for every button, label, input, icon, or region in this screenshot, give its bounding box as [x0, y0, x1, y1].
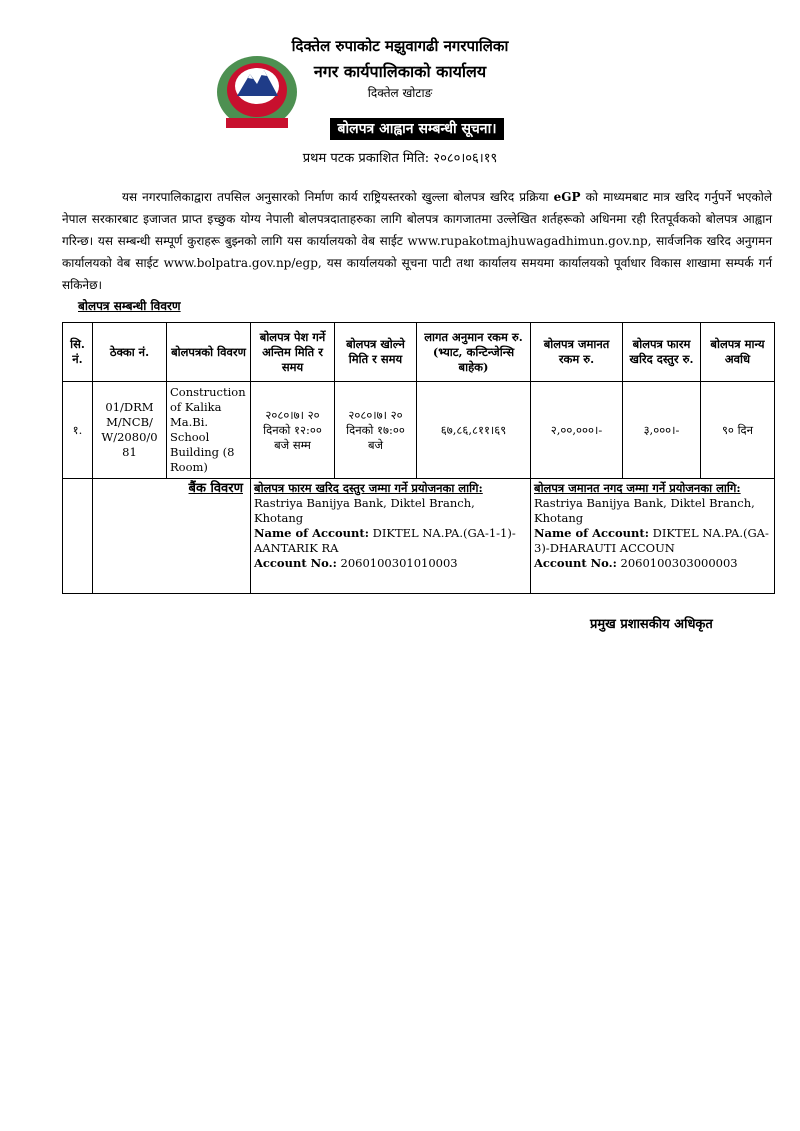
- col-header-submission: बोलपत्र पेश गर्ने अन्तिम मिति र समय: [251, 323, 335, 382]
- fee-account-no-value: 2060100301010003: [336, 556, 458, 570]
- bank-title: बैंक विवरण: [188, 481, 243, 496]
- notice-title: बोलपत्र आह्वान सम्बन्धी सूचना।: [330, 118, 504, 140]
- bank-empty-cell: [63, 479, 93, 594]
- cell-description: Construction of Kalika Ma.Bi. School Building (8 Room): [167, 382, 251, 479]
- signature-title: प्रमुख प्रशासकीय अधिकृत: [590, 617, 713, 632]
- fee-bank-name: Rastriya Banijya Bank, Diktel Branch, Khotang: [254, 496, 475, 525]
- cell-contract-no: 01/DRM M/NCB/ W/2080/0 81: [93, 382, 167, 479]
- fee-account-no-label: Account No.:: [254, 556, 337, 570]
- paragraph-suffix: को माध्यमबाट मात्र खरिद गर्नुपर्ने भएकोले नेपाल सरकारबाट इजाजत प्राप्त इच्छुक योग्य नेपाली बोलपत्रदाताहरुका लागि बोलपत्र कागजातमा उल्लेखित शर्तहरूको अधिनमा रही रितपूर्वकको बोलपत्र आह्वान गरिन्छ। यस सम्बन्धी सम्पूर्ण कुराहरू बुझ्नको लागि यस कार्यालयको वेब साईट www.rupakotmajhuwagadhimun.gov.np, सार्वजनिक खरिद अनुगमन कार्यालयको वेब साईट www.bolpatra.gov.np/egp, यस कार्यालयको सूचना पाटी तथा कार्यालय समयमा कार्यालयको पूर्वाधार विकास शाखामा सम्पर्क गर्न सकिनेछ।: [62, 190, 772, 292]
- publish-date: प्रथम पटक प्रकाशित मिति: २०८०।०६।१९: [302, 151, 498, 166]
- fee-account-no: [254, 556, 527, 571]
- security-bank-name: Rastriya Banijya Bank, Diktel Branch, Khotang: [534, 496, 755, 525]
- cell-submission: २०८०।७। २० दिनको १२:०० बजे सम्म: [251, 382, 335, 479]
- tender-table: [62, 322, 775, 594]
- bank-title-cell: [93, 479, 251, 594]
- col-header-validity: बोलपत्र मान्य अवधि: [701, 323, 775, 382]
- office-location: दिक्तेल खोटाङ: [367, 86, 433, 100]
- col-header-contract: ठेक्का नं.: [93, 323, 167, 382]
- col-header-cost: लागत अनुमान रकम रु. (भ्याट, कन्टिन्जेन्सि बाहेक): [417, 323, 531, 382]
- security-account-name: [534, 526, 771, 556]
- col-header-opening: बोलपत्र खोल्ने मिति र समय: [335, 323, 417, 382]
- table-row: [63, 382, 775, 479]
- office-name: नगर कार्यपालिकाको कार्यालय: [313, 62, 487, 81]
- fee-account-name-value: DIKTEL NA.PA.(GA-1-1)-AANTARIK RA: [254, 526, 516, 555]
- security-account-no-value: 2060100303000003: [616, 556, 738, 570]
- cell-security: २,००,०००।-: [531, 382, 623, 479]
- cell-cost: ६७,८६,८११।६९: [417, 382, 531, 479]
- security-account-cell: [531, 479, 775, 594]
- fee-account-heading: बोलपत्र फारम खरिद दस्तुर जम्मा गर्ने प्रयोजनका लागि:: [254, 481, 483, 495]
- cell-validity: ९० दिन: [701, 382, 775, 479]
- cell-form-fee: ३,०००।-: [623, 382, 701, 479]
- security-account-no-label: Account No.:: [534, 556, 617, 570]
- fee-account-cell: [251, 479, 531, 594]
- paragraph-prefix: यस नगरपालिकाद्वारा तपसिल अनुसारको निर्माण कार्य राष्ट्रियस्तरको खुल्ला बोलपत्र खरिद प्रक्रिया: [122, 190, 554, 204]
- notice-paragraph: [62, 186, 772, 296]
- col-header-form-fee: बोलपत्र फारम खरिद दस्तुर रु.: [623, 323, 701, 382]
- table-header-row: [63, 323, 775, 382]
- municipality-name: दिक्तेल रुपाकोट मझुवागढी नगरपालिका: [291, 37, 509, 55]
- col-header-security: बोलपत्र जमानत रकम रु.: [531, 323, 623, 382]
- cell-sn: १.: [63, 382, 93, 479]
- egp-label: eGP: [553, 190, 581, 204]
- cell-opening: २०८०।७। २० दिनको १७:०० बजे: [335, 382, 417, 479]
- security-account-no: [534, 556, 771, 571]
- security-account-name-value: DIKTEL NA.PA.(GA-3)-DHARAUTI ACCOUN: [534, 526, 769, 555]
- col-header-description: बोलपत्रको विवरण: [167, 323, 251, 382]
- col-header-sn: सि. नं.: [63, 323, 93, 382]
- security-account-heading: बोलपत्र जमानत नगद जम्मा गर्ने प्रयोजनका लागि:: [534, 481, 741, 495]
- bank-details-row: [63, 479, 775, 594]
- fee-account-name: [254, 526, 527, 556]
- security-account-name-label: Name of Account:: [534, 526, 649, 540]
- fee-account-name-label: Name of Account:: [254, 526, 369, 540]
- section-label: बोलपत्र सम्बन्धी विवरण: [78, 299, 181, 313]
